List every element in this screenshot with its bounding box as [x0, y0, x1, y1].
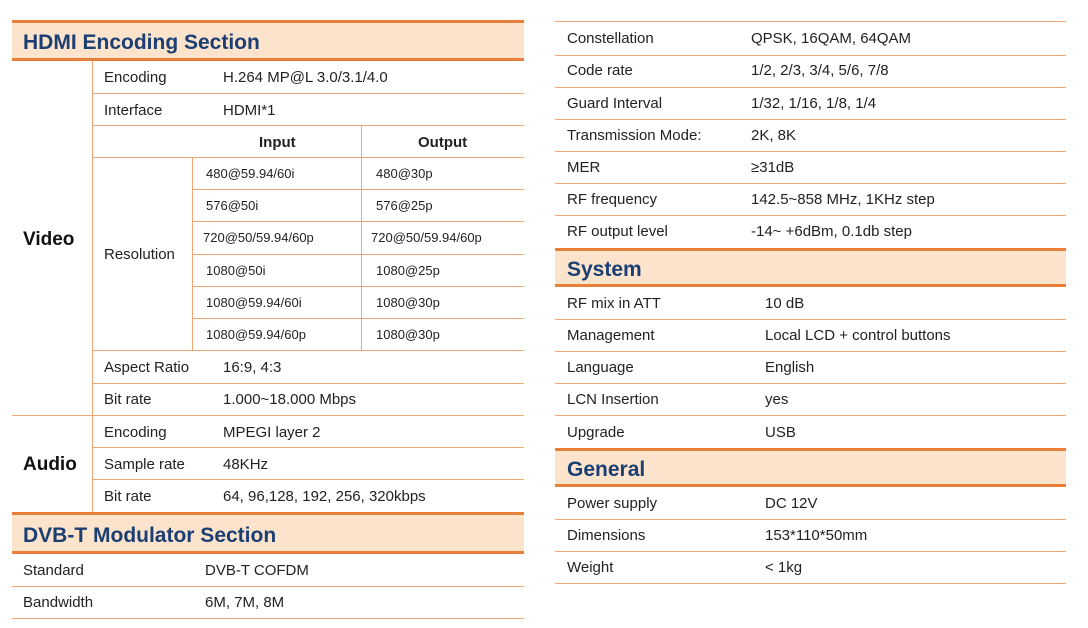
rf-output-level-value: -14~ +6dBm, 0.1db step — [751, 223, 912, 240]
rf-output-level-label: RF output level — [567, 223, 668, 240]
resolution-input: 1080@59.94/60p — [206, 327, 306, 342]
audio-encoding-value: MPEGI layer 2 — [223, 424, 321, 441]
lcn-insertion-label: LCN Insertion — [567, 391, 659, 408]
resolution-output: 720@50/59.94/60p — [371, 230, 482, 245]
aspect-ratio-label: Aspect Ratio — [104, 359, 190, 376]
video-encoding-value: H.264 MP@L 3.0/3.1/4.0 — [223, 69, 388, 86]
lcn-insertion-value: yes — [765, 391, 789, 408]
weight-label: Weight — [567, 559, 614, 576]
video-bitrate-value: 1.000~18.000 Mbps — [223, 391, 357, 408]
right-column — [555, 0, 1066, 628]
rf-frequency-label: RF frequency — [567, 191, 658, 208]
resolution-input: 1080@50i — [206, 263, 266, 278]
rf-mix-label: RF mix in ATT — [567, 295, 661, 312]
sample-rate-label: Sample rate — [104, 456, 185, 473]
resolution-input: 576@50i — [206, 198, 259, 213]
resolution-output: 1080@30p — [376, 295, 440, 310]
resolution-input: 720@50/59.94/60p — [203, 230, 314, 245]
resolution-output: 480@30p — [376, 166, 433, 181]
bandwidth-label: Bandwidth — [23, 594, 94, 611]
audio-bitrate-label: Bit rate — [104, 488, 152, 505]
weight-value: < 1kg — [765, 559, 803, 576]
audio-encoding-label: Encoding — [104, 424, 167, 441]
constellation-label: Constellation — [567, 30, 654, 47]
standard-label: Standard — [23, 562, 84, 579]
section-rule — [12, 551, 524, 554]
power-supply-label: Power supply — [567, 495, 658, 512]
resolution-output: 1080@25p — [376, 263, 440, 278]
transmission-mode-label: Transmission Mode: — [567, 127, 702, 144]
guard-interval-value: 1/32, 1/16, 1/8, 1/4 — [751, 95, 877, 112]
transmission-mode-value: 2K, 8K — [751, 127, 797, 144]
management-value: Local LCD + control buttons — [765, 327, 951, 344]
language-label: Language — [567, 359, 634, 376]
resolution-output: 1080@30p — [376, 327, 440, 342]
management-label: Management — [567, 327, 655, 344]
standard-value: DVB-T COFDM — [205, 562, 309, 579]
code-rate-value: 1/2, 2/3, 3/4, 5/6, 7/8 — [751, 62, 889, 79]
code-rate-label: Code rate — [567, 62, 633, 79]
hdmi-section-title: HDMI Encoding Section — [23, 31, 260, 54]
rf-mix-value: 10 dB — [765, 295, 805, 312]
resolution-output: 576@25p — [376, 198, 433, 213]
interface-value: HDMI*1 — [223, 102, 276, 119]
sample-rate-value: 48KHz — [223, 456, 269, 473]
video-encoding-label: Encoding — [104, 69, 167, 86]
mer-label: MER — [567, 159, 601, 176]
bandwidth-value: 6M, 7M, 8M — [205, 594, 285, 611]
resolution-input: 1080@59.94/60i — [206, 295, 302, 310]
output-header: Output — [418, 134, 468, 151]
video-group-label: Video — [23, 229, 75, 250]
rf-frequency-value: 142.5~858 MHz, 1KHz step — [751, 191, 935, 208]
aspect-ratio-value: 16:9, 4:3 — [223, 359, 282, 376]
dimensions-value: 153*110*50mm — [765, 527, 868, 544]
dimensions-label: Dimensions — [567, 527, 646, 544]
audio-bitrate-value: 64, 96,128, 192, 256, 320kbps — [223, 488, 426, 505]
audio-group-label: Audio — [23, 454, 77, 475]
resolution-input: 480@59.94/60i — [206, 166, 295, 181]
section-rule — [555, 484, 1066, 487]
section-rule — [12, 58, 524, 61]
upgrade-label: Upgrade — [567, 424, 625, 441]
upgrade-value: USB — [765, 424, 796, 441]
constellation-value: QPSK, 16QAM, 64QAM — [751, 30, 912, 47]
guard-interval-label: Guard Interval — [567, 95, 663, 112]
dvbt-section-title: DVB-T Modulator Section — [23, 524, 277, 547]
resolution-label: Resolution — [104, 246, 175, 263]
video-bitrate-label: Bit rate — [104, 391, 152, 408]
power-supply-value: DC 12V — [765, 495, 818, 512]
interface-label: Interface — [104, 102, 163, 119]
left-column — [12, 0, 524, 628]
section-rule — [555, 284, 1066, 287]
language-value: English — [765, 359, 815, 376]
general-section-title: General — [567, 458, 646, 481]
input-header: Input — [259, 134, 296, 151]
system-section-title: System — [567, 258, 642, 281]
mer-value: ≥31dB — [751, 159, 795, 176]
